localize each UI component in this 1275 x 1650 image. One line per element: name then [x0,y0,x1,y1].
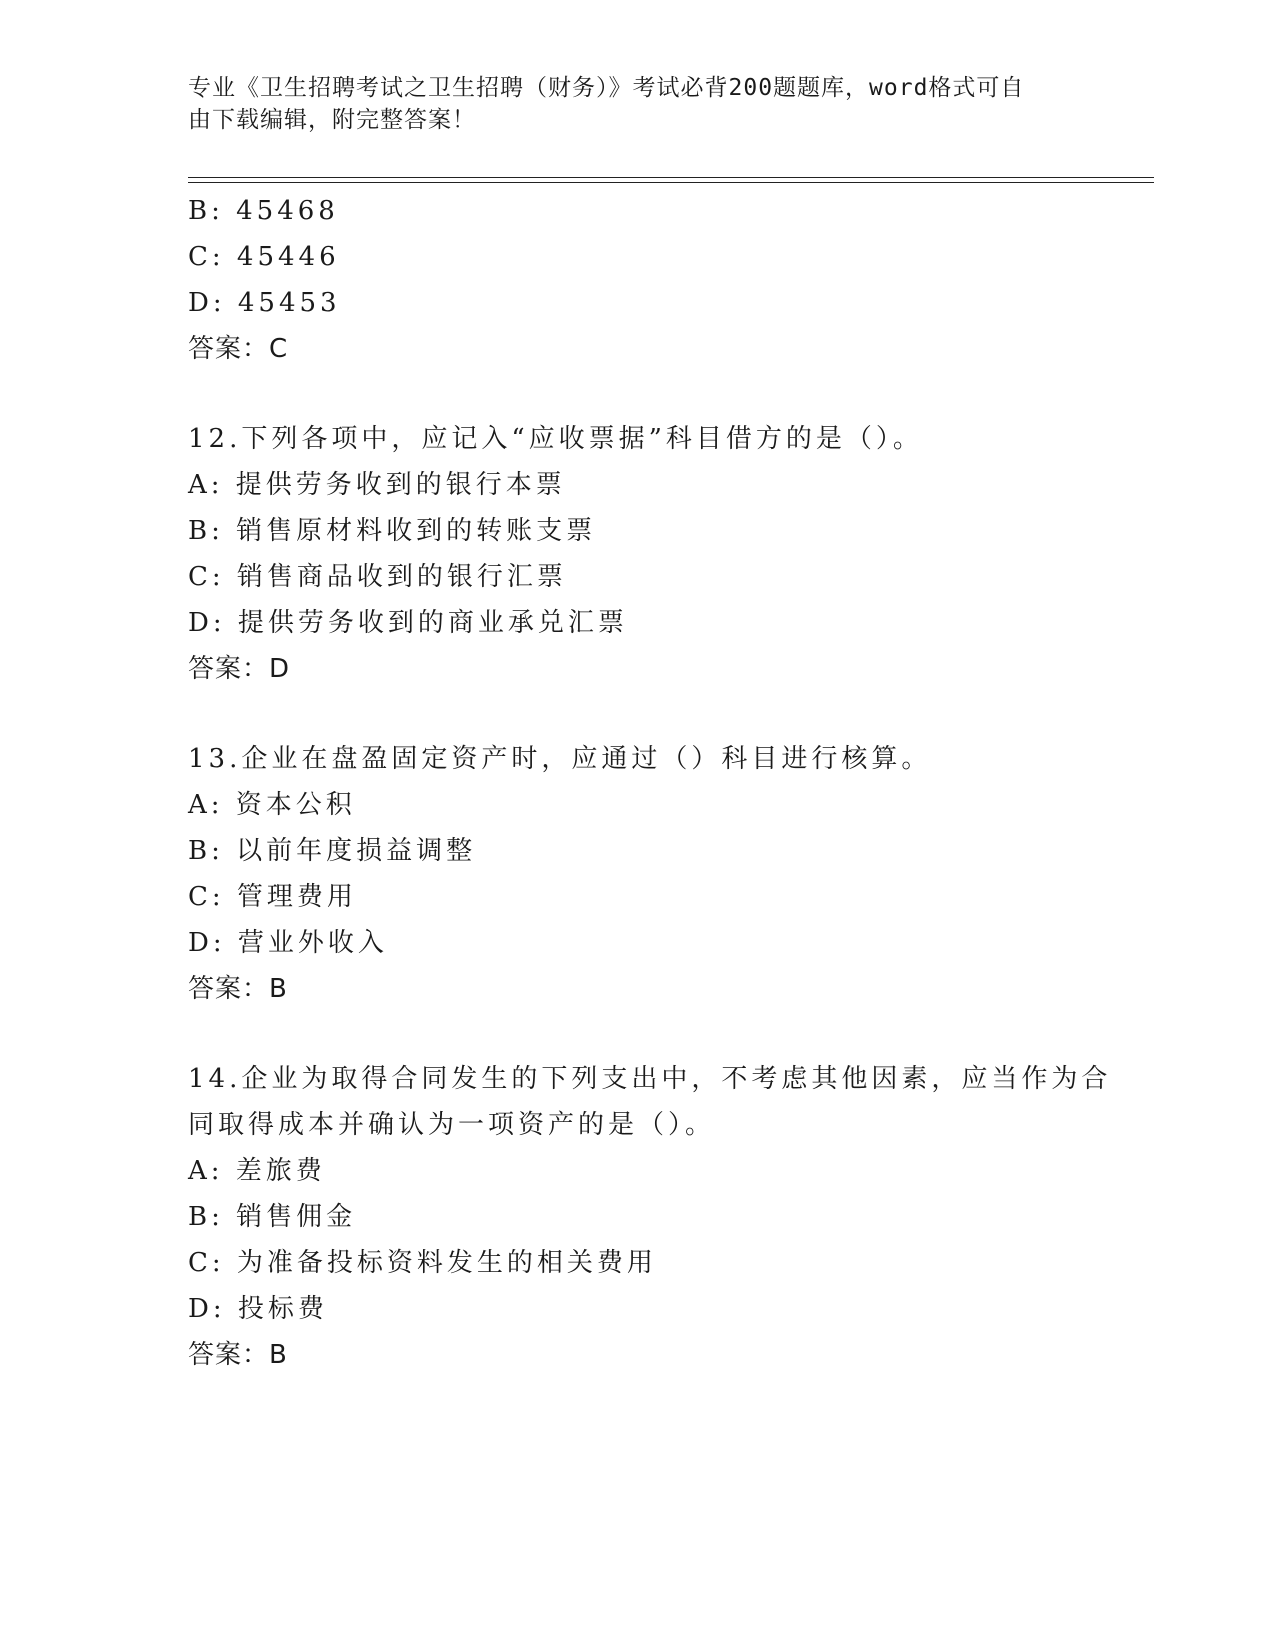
option-c: C: 销售商品收到的银行汇票 [188,562,567,592]
header-line-2: 由下载编辑，附完整答案！ [188,107,476,133]
document-header [188,72,1088,136]
option-a: A: 提供劳务收到的银行本票 [188,470,566,500]
question-text: 12.下列各项中，应记入“应收票据”科目借方的是（）。 [188,424,923,454]
header-line-1: 专业《卫生招聘考试之卫生招聘（财务）》考试必背200题题库，word格式可自 [188,75,1025,101]
option-b: B: 45468 [188,196,339,226]
question-14 [188,1056,1112,1378]
question-text: 13.企业在盘盈固定资产时，应通过（）科目进行核算。 [188,744,932,774]
header-rule-top [188,177,1154,178]
option-c: C: 管理费用 [188,882,357,912]
option-c: C: 45446 [188,242,340,272]
answer: 答案：D [188,654,291,684]
option-b: B: 以前年度损益调整 [188,836,477,866]
question-text-line-2: 同取得成本并确认为一项资产的是（）。 [188,1110,716,1140]
option-a: A: 差旅费 [188,1156,326,1186]
question-12 [188,416,1088,692]
question-text-line-1: 14.企业为取得合同发生的下列支出中，不考虑其他因素，应当作为合 [188,1064,1112,1094]
document-body [188,188,1112,1378]
question-11-continued [188,188,1088,372]
header-rule-bottom [188,182,1154,183]
option-b: B: 销售佣金 [188,1202,357,1232]
option-d: D: 投标费 [188,1294,328,1324]
option-c: C: 为准备投标资料发生的相关费用 [188,1248,657,1278]
option-d: D: 营业外收入 [188,928,388,958]
option-b: B: 销售原材料收到的转账支票 [188,516,597,546]
option-d: D: 提供劳务收到的商业承兑汇票 [188,608,628,638]
question-13 [188,736,1088,1012]
answer: 答案：B [188,974,288,1004]
answer: 答案：C [188,334,289,364]
option-d: D: 45453 [188,288,341,318]
answer: 答案：B [188,1340,288,1370]
option-a: A: 资本公积 [188,790,356,820]
